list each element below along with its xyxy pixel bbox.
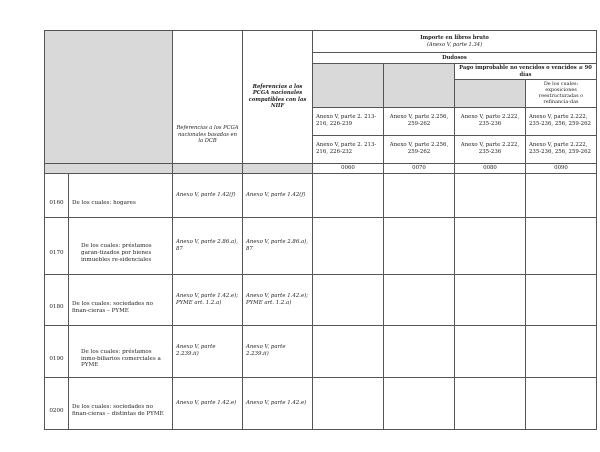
value-cell [313, 173, 384, 217]
template-table [44, 30, 597, 430]
table-row [45, 377, 597, 429]
col-ref-niif-0090: Anexo V, parte 2.222, 235-236, 256, 259-262 [526, 135, 597, 163]
col-code-0070: 0070 [384, 163, 455, 173]
header-gray-cell-a [313, 64, 384, 108]
colcode-blank-a [45, 163, 173, 173]
value-cell [313, 377, 384, 429]
value-cell [384, 274, 455, 325]
row-code: 0200 [45, 377, 69, 429]
col-ref-dcb-0090: Anexo V, parte 2.222, 235-236, 256, 259-262 [526, 107, 597, 135]
row-code: 0160 [45, 173, 69, 217]
row-code: 0180 [45, 274, 69, 325]
value-cell [526, 274, 597, 325]
row-desc: De los cuales: sociedades no finan-cieras – PYME [69, 274, 173, 325]
col-code-0060: 0060 [313, 163, 384, 173]
header-gray-cell-b [384, 64, 455, 108]
row-desc: De los cuales: hogares [69, 173, 173, 217]
value-cell [455, 274, 526, 325]
header-blank-cell [45, 31, 173, 164]
value-cell [384, 377, 455, 429]
header-dudosos: Dudosos [313, 53, 597, 64]
row-ref-dcb: Anexo V, parte 2.86.a), 87 [173, 217, 243, 274]
header-ref-niif: Referencias a los PCGA nacionales compatibles con las NIIF [243, 31, 313, 164]
value-cell [455, 173, 526, 217]
col-ref-dcb-0070: Anexo V, parte 2.256, 259-262 [384, 107, 455, 135]
col-ref-dcb-0060: Anexo V, parte 2. 213-216, 226-239 [313, 107, 384, 135]
row-desc: De los cuales: préstamos inmo-biliarios comerciales a PYME [69, 325, 173, 377]
row-desc: De los cuales: préstamos garan-tizados por bienes inmuebles re-sidenciales [69, 217, 173, 274]
header-pago-improbable: Pago improbable no vencidos o vencidos ≤ 90 días [455, 64, 597, 80]
col-ref-dcb-0080: Anexo V, parte 2.222, 235-236 [455, 107, 526, 135]
col-ref-niif-0060: Anexo V, parte 2. 213-216, 226-232 [313, 135, 384, 163]
value-cell [313, 217, 384, 274]
header-importe-ref: (Anexo V, parte 1.34) [426, 41, 483, 48]
header-importe [313, 31, 597, 53]
header-reestructuradas: De los cuales: exposiciones reestructuradas o refinancia-das [526, 80, 597, 108]
value-cell [526, 377, 597, 429]
table-row [45, 325, 597, 377]
value-cell [313, 325, 384, 377]
colcode-blank-c [243, 163, 313, 173]
row-ref-dcb: Anexo V, parte 2.239.ii) [173, 325, 243, 377]
row-ref-niif: Anexo V, parte 1.42(f) [243, 173, 313, 217]
row-code: 0190 [45, 325, 69, 377]
table-row [45, 173, 597, 217]
row-ref-dcb: Anexo V, parte 1.42(f) [173, 173, 243, 217]
value-cell [526, 325, 597, 377]
col-ref-niif-0080: Anexo V, parte 2.222, 235-236 [455, 135, 526, 163]
row-code: 0170 [45, 217, 69, 274]
header-ref-dcb: Referencias a los PCGA nacionales basadas en la DCB [173, 31, 243, 164]
value-cell [455, 325, 526, 377]
col-code-0090: 0090 [526, 163, 597, 173]
row-ref-niif: Anexo V, parte 1.42.e); PYME art. 1.2.a) [243, 274, 313, 325]
row-ref-dcb: Anexo V, parte 1.42.e); PYME art. 1.2.a) [173, 274, 243, 325]
row-desc: De los cuales: sociedades no finan-cieras – distintas de PYME [69, 377, 173, 429]
header-gray-cell-c [455, 80, 526, 108]
value-cell [384, 325, 455, 377]
value-cell [313, 274, 384, 325]
col-ref-niif-0070: Anexo V, parte 2.256, 259-262 [384, 135, 455, 163]
value-cell [526, 173, 597, 217]
row-ref-niif: Anexo V, parte 1.42.e) [243, 377, 313, 429]
col-code-0080: 0080 [455, 163, 526, 173]
table-row [45, 217, 597, 274]
row-ref-niif: Anexo V, parte 2.239.ii) [243, 325, 313, 377]
row-ref-dcb: Anexo V, parte 1.42.e) [173, 377, 243, 429]
value-cell [455, 377, 526, 429]
value-cell [384, 217, 455, 274]
value-cell [384, 173, 455, 217]
row-ref-niif: Anexo V, parte 2.86.a), 87 [243, 217, 313, 274]
value-cell [455, 217, 526, 274]
table-row [45, 274, 597, 325]
colcode-blank-b [173, 163, 243, 173]
value-cell [526, 217, 597, 274]
header-importe-title: Importe en libros bruto [420, 35, 489, 41]
